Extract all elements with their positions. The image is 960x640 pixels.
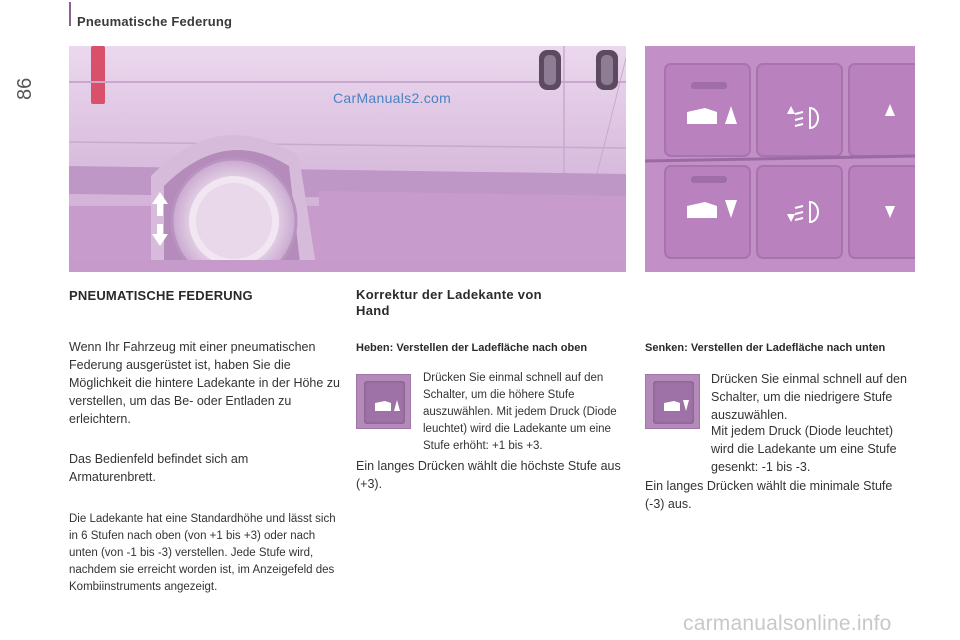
panel-location-paragraph: Das Bedienfeld befindet sich am Armaturenbrett. [69, 452, 249, 484]
switch-panel-drawing [645, 46, 915, 272]
raise-long-press: Ein langes Drücken wählt die höchste Stufe aus (+3). [356, 459, 621, 491]
raise-instruction: Drücken Sie einmal schnell auf den Schalter, um die höhere Stufe auszuwählen. Mit jedem Druck (Diode leuchtet) wird die Ladekante um eine Stufe erhöht: +1 bis +3. [423, 372, 617, 452]
page-number: 86 [14, 77, 36, 100]
switch-panel-illustration [645, 46, 915, 272]
lower-button-thumbnail [645, 374, 700, 429]
section-title: Pneumatische Federung [77, 14, 233, 29]
main-heading: PNEUMATISCHE FEDERUNG [69, 288, 253, 303]
watermark-bottom: carmanualsonline.info [683, 612, 892, 635]
lower-subheading: Senken: Verstellen der Ladefläche nach unten [645, 342, 886, 354]
manual-correction-heading: Korrektur der Ladekante von Hand [356, 287, 542, 318]
van-lower-small-icon [664, 400, 689, 411]
header-bar [69, 2, 71, 26]
page-number-wrap [14, 70, 38, 100]
lower-instruction-2: Mit jedem Druck (Diode leuchtet) wird die Ladekante um eine Stufe gesenkt: -1 bis -3. [711, 424, 897, 474]
raise-subheading: Heben: Verstellen der Ladefläche nach oben [356, 342, 588, 354]
van-raise-small-icon [375, 400, 400, 411]
van-rear-drawing [69, 46, 626, 272]
lower-long-press: Ein langes Drücken wählt die minimale Stufe (-3) aus. [645, 479, 893, 511]
raise-button-thumbnail [356, 374, 411, 429]
levels-paragraph: Die Ladekante hat eine Standardhöhe und lässt sich in 6 Stufen nach oben (von +1 bis +3) oder nach unten (von -1 bis -3) verstellen. Jede Stufe wird, nachdem sie erreicht worden ist, im Anzeigefeld des Kombiinstruments angezeigt. [69, 513, 336, 593]
watermark-top: CarManuals2.com [333, 90, 452, 106]
intro-paragraph: Wenn Ihr Fahrzeug mit einer pneumatischen Federung ausgerüstet ist, haben Sie die Möglichkeit die hintere Ladekante in der Höhe zu verstellen, um das Be- oder Entladen zu erleichtern. [69, 340, 341, 426]
lower-instruction-1: Drücken Sie einmal schnell auf den Schalter, um die niedrigere Stufe auszuwählen. [711, 372, 907, 422]
van-rear-illustration [69, 46, 626, 272]
